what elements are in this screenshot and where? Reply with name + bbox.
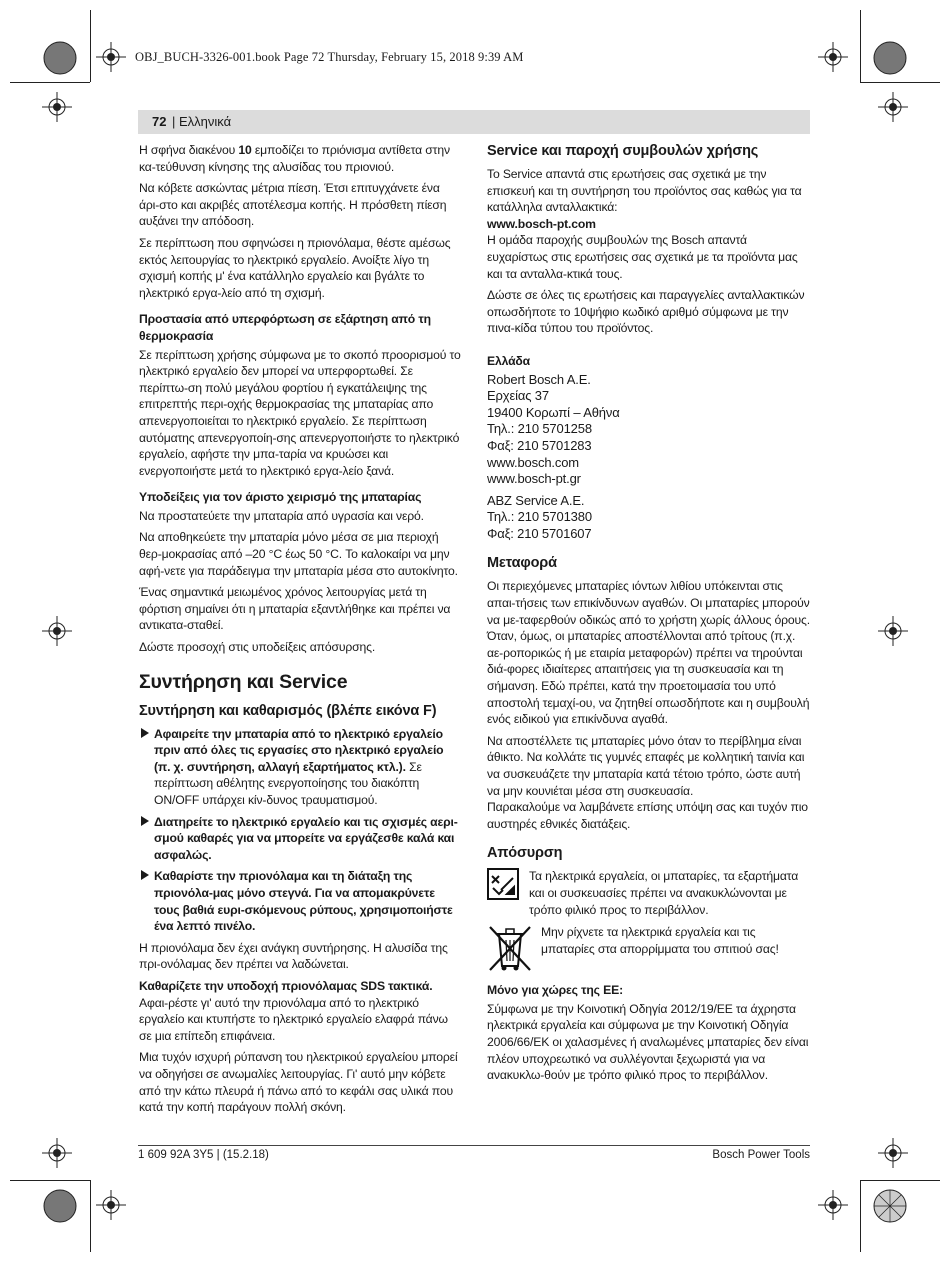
chapter-heading: Συντήρηση και Service [139,670,348,693]
recycling-symbol-icon [487,868,519,900]
crop-line [860,1180,940,1181]
paragraph: Να αποστέλλετε τις μπαταρίες μόνο όταν το περίβλημα είναι άθικτο. Να κολλάτε τις γυμνές επαφές με κολλητική ταινία και να συσκευάζετε την μπαταρία κατά τέτοιο τρόπο, ώστε αυτή να μην κουνιέται μέσα στη συσκευασία. [487,733,805,798]
paragraph: Σύμφωνα με την Κοινοτική Οδηγία 2012/19/ΕΕ τα άχρηστα ηλεκτρικά εργαλεία και σύμφωνα με την Κοινοτική Οδηγία 2006/66/ΕΚ οι χαλασμένες ή αναλωμένες μπαταρίες δεν είναι πλέον υποχρεωτικό να συλλέγονται ξεχωριστά για να ανακυκλω-θούν με τρόπο φιλικό προς το περιβάλλον. [487,1001,809,1083]
section-heading: Ελλάδα [487,353,531,368]
crosshair-mark-right-middle [878,616,908,646]
section-heading: Υποδείξεις για τον άριστο χειρισμό της μπαταρίας [139,490,422,505]
page-language: | Ελληνικά [172,114,232,129]
left-column [139,142,462,1121]
crosshair-mark-right-bottom [878,1138,908,1168]
paragraph: Να αποθηκεύετε την μπαταρία μόνο μέσα σε μια περιοχή θερ-μοκρασίας από –20 °C έως 50 °C. Το καλοκαίρι να μην αφή-νετε για παράδειγμα την μπαταρία μέσα στο αυτοκίνητο. [139,530,458,578]
disposal-recycle-item: Τα ηλεκτρικά εργαλεία, οι μπαταρίες, τα εξαρτήματα και οι συσκευασίες πρέπει να ανακυκλώνονται με τρόπο φιλικό προς το περιβάλλον. [487,868,810,918]
paragraph: Σε περίπτωση που σφηνώσει η πριονόλαμα, θέστε αμέσως εκτός λειτουργίας το ηλεκτρικό εργαλείο. Ανοίξτε λίγο τη σχισμή κοπής μ' ένα κατάλληλο εργαλείο και βγάλτε το ηλεκτρικό εργα-λείο από τη σχισμή. [139,235,451,300]
paragraph: Σε περίπτωση χρήσης σύμφωνα με το σκοπό προορισμού το ηλεκτρικό εργαλείο δεν μπορεί να υπερφορτωθεί. Σε περίπτω-ση πολύ μεγάλου φορτίου ή εγκατάλειψης της επιτρεπτής περι-οχής θερμοκρασίας της μπαταρίας απο απενεργοποιείται το ηλεκτρικό εργαλείο. Σε περίπτωση αυτόματης απενεργοποίη-σης απενεργοποιήστε το ηλεκτρικό εργαλείο, αφήστε την μπα-ταρία να κρυώσει και ενεργοποιήστε μετά το ηλεκτρικό εργα-λείο ξανά. [139,347,461,478]
crosshair-mark-top-right [818,42,848,72]
crop-line [90,1180,91,1252]
paragraph: Παρακαλούμε να λαμβάνετε επίσης υπόψη σας και τυχόν πιο αυστηρές εθνικές διατάξεις. [487,800,808,831]
paragraph: Καθαρίζετε την υποδοχή πριονόλαμας SDS τακτικά. Αφαι-ρέστε γι' αυτό την πριονόλαμα από το ηλεκτρικό εργαλείο και κτυπήστε το ηλεκτρικό εργαλείο ελαφρά πάνω σε μια επίπεδη επιφάνεια. [139,978,448,1043]
registration-mark-bottom-right [872,1188,908,1224]
crossed-out-bin-icon [487,924,533,972]
paragraph: Η ομάδα παροχής συμβουλών της Bosch απαντά ευχαρίστως στις ερωτήσεις σας σχετικά με τα προϊόντα μας και τα ανταλλα-κτικά τους. [487,233,798,281]
bullet-item: Διατηρείτε το ηλεκτρικό εργαλείο και τις σχισμές αερι-σμού καθαρές για να μπορείτε να εργάζεσθε καλά και ασφαλώς. [139,814,462,864]
crop-line [10,1180,90,1181]
footer-rule [138,1145,810,1146]
paragraph: Να προστατεύετε την μπαταρία από υγρασία και νερό. [139,508,424,523]
paragraph: Η σφήνα διακένου 10 εμποδίζει το πριόνισμα αντίθετα στην κα-τεύθυνση κίνησης της αλυσίδας του πριονιού. [139,143,450,174]
paragraph: Η πριονόλαμα δεν έχει ανάγκη συντήρησης. Η αλυσίδα της πρι-ονόλαμας δεν πρέπει να λαδώνεται. [139,940,448,972]
crosshair-mark-top [96,42,126,72]
address-block: Robert Bosch A.E. Ερχείας 37 19400 Κορωπί – Αθήνα Τηλ.: 210 5701258 Φαξ: 210 5701283 www.bosch.com www.bosch-pt.gr [487,371,620,487]
registration-mark-top-right [872,40,908,76]
paragraph: Δώστε προσοχή στις υποδείξεις απόσυρσης. [139,640,376,655]
registration-mark-bottom-left [42,1188,78,1224]
paragraph: Να κόβετε ασκώντας μέτρια πίεση. Έτσι επιτυγχάνετε ένα άρι-στο και ακριβές αποτέλεσμα κοπής. Η πρόσθετη πίεση αυξάνει την απόδοση. [139,181,447,229]
address-block: ABZ Service A.E. Τηλ.: 210 5701380 Φαξ: 210 5701607 [487,492,592,541]
paragraph: Όταν, όμως, οι μπαταρίες αποστέλλονται από τρίτους (π.χ. αε-ροπορικώς ή με εταιρία μεταφορών) πρέπει να τηρούνται διά-φορες ιδιαίτερες απαιτήσεις για τη συσκευασία και τη σήμανση. Εδώ πρέπει, κατά την προετοιμασία του υπό αποστολή τεμαχί-ου, να ζητηθεί οπωσδήποτε και η συμβουλή ενός ειδικού για επικίνδυνα αγαθά. [487,629,810,727]
paragraph: Το Service απαντά στις ερωτήσεις σας σχετικά με την επισκευή και τη συντήρηση του προϊόντος σας καθώς για τα κατάλληλα ανταλλακτικά: www.bosch-pt.com [487,167,802,231]
crosshair-mark-right-top [878,92,908,122]
registration-mark-top-left [42,40,78,76]
section-heading: Service και παροχή συμβουλών χρήσης [487,143,759,159]
section-heading: Μεταφορά [487,555,557,572]
bullet-item: Αφαιρείτε την μπαταρία από το ηλεκτρικό εργαλείο πριν από όλες τις εργασίες στο ηλεκτρικό εργαλείο (π. χ. συντήρηση, αλλαγή εξαρτήματος κτλ.). Σε περίπτωση αθέλητης ενεργοποίησης του διακόπτη ON/OFF υπάρχει κίν-δυνος τραυματισμού. [139,726,462,809]
paragraph: Μια τυχόν ισχυρή ρύπανση του ηλεκτρικού εργαλείου μπορεί να οδηγήσει σε ανωμαλίες λειτουργίας. Γι' αυτό μην κόβετε από την κάτω πλευρά ή πάνω από το κεφάλι σας υλικά που κατά την κοπή παράγουν πολλή σκόνη. [139,1050,458,1115]
paragraph: Δώστε σε όλες τις ερωτήσεις και παραγγελίες ανταλλακτικών οπωσδήποτε το 10ψήφιο κωδικό αριθμό σύμφωνα με την πινα-κίδα τύπου του προϊόντος. [487,288,805,336]
print-slug: OBJ_BUCH-3326-001.book Page 72 Thursday, February 15, 2018 9:39 AM [135,50,524,64]
footer-brand: Bosch Power Tools [712,1149,810,1161]
disposal-bin-item: Μην ρίχνετε τα ηλεκτρικά εργαλεία και τις μπαταρίες στα απορρίμματα του σπιτιού σας! [487,924,810,964]
bullet-triangle-icon [141,728,149,738]
section-heading: Μόνο για χώρες της ΕΕ: [487,983,623,998]
bullet-triangle-icon [141,870,149,880]
crosshair-mark-left-middle [42,616,72,646]
section-heading: Απόσυρση [487,845,563,862]
paragraph: Οι περιεχόμενες μπαταρίες ιόντων λιθίου υπόκεινται στις απαι-τήσεις των επικίνδυνων αγαθών. Οι μπαταρίες μπορούν να με-ταφερθούν οδικώς από το χρήστη χωρίς άλλους όρους. [487,579,810,627]
crop-line [10,82,90,83]
section-heading: Συντήρηση και καθαρισμός (βλέπε εικόνα F) [139,702,437,719]
service-url[interactable]: www.bosch-pt.com [487,216,596,231]
crop-line [860,82,940,83]
crosshair-mark-bottom-left [96,1190,126,1220]
section-heading: Προστασία από υπερφόρτωση σε εξάρτηση από τη θερμοκρασία [139,312,431,343]
crop-line [860,1180,861,1252]
right-column [487,142,810,1089]
bullet-triangle-icon [141,816,149,826]
crop-line [90,10,91,82]
page-number: 72 [152,114,167,129]
crosshair-mark-bottom-right [818,1190,848,1220]
footer-code: 1 609 92A 3Y5 | (15.2.18) [138,1149,269,1161]
crosshair-mark-left-bottom [42,1138,72,1168]
crop-line [860,10,861,82]
paragraph: Ένας σημαντικά μειωμένος χρόνος λειτουργίας μετά τη φόρτιση σημαίνει ότι η μπαταρία εξαντλήθηκε και πρέπει να αντικατα-σταθεί. [139,585,451,633]
crosshair-mark-left-top [42,92,72,122]
page-header [138,110,810,134]
bullet-item: Καθαρίστε την πριονόλαμα και τη διάταξη της πριονόλα-μας μόνο στεγνά. Για να απομακρύνετε τους βαθιά ευρι-σκόμενους ρύπους, χρησιμοποιήστε ένα λεπτό πινέλο. [139,868,462,934]
